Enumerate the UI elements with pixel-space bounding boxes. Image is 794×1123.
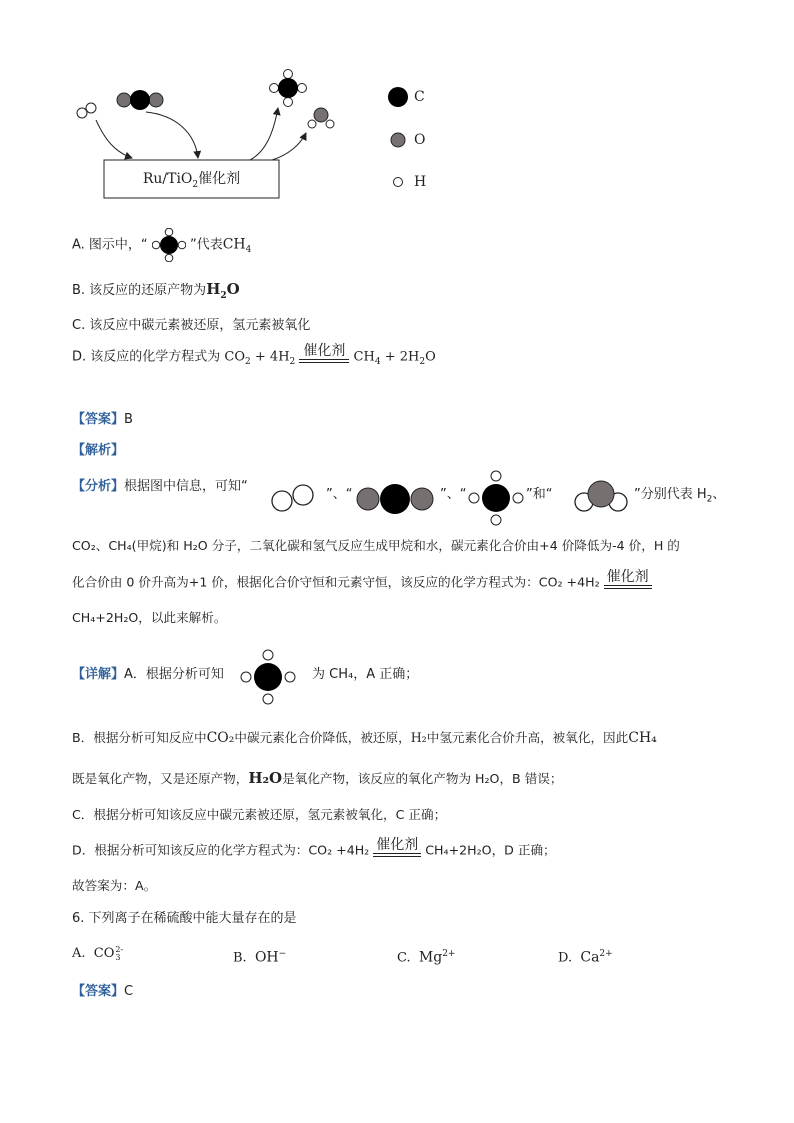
- legend-o-label: O: [414, 132, 426, 148]
- h2o-icon: [572, 478, 630, 516]
- answer-line: 【答案】B: [72, 412, 133, 427]
- analysis-line-4: CH₄+2H₂O，以此来解析。: [72, 610, 227, 625]
- analysis-line-2: CO₂、CH₄(甲烷)和 H₂O 分子，二氧化碳和氢气反应生成甲烷和水，碳元素化合价由+4 价降低为-4 价，H 的: [72, 538, 680, 553]
- quote-sep-2: ”、“: [440, 487, 467, 502]
- q6-option-a: A. CO 2- 3: [72, 944, 124, 962]
- detail-b-line-1: B．根据分析可知反应中CO₂中碳元素化合价降低，被还原，H₂中氢元素化合价升高，被氧化，因此CH₄: [72, 730, 657, 746]
- legend-c-label: C: [414, 89, 425, 105]
- detail-conclusion: 故答案为：A。: [72, 878, 157, 893]
- q6-answer: 【答案】C: [72, 984, 134, 999]
- option-d: D. 该反应的化学方程式为 $CO_2 + 4H_2$ 催化剂 $CH_4 + 2H_2O$: [72, 343, 436, 368]
- arrow-co2-in: [146, 112, 198, 158]
- analysis-line-1-end: ”分别代表 $H_2$、: [634, 487, 726, 505]
- legend-h-label: H: [414, 174, 427, 190]
- h2-molecule: [77, 103, 96, 118]
- option-c: C. 该反应中碳元素被还原，氢元素被氧化: [72, 318, 311, 333]
- q6-option-d: D. $Ca^{2+}$: [558, 949, 613, 966]
- catalyst-label: Ru/TiO$_2$催化剂: [142, 171, 241, 190]
- option-b: B. 该反应的还原产物为$H_2O$: [72, 280, 240, 301]
- detail-b-line-2: 既是氧化产物，又是还原产物，H₂O是氧化产物，该反应的氧化产物为 H₂O，B 错误；: [72, 769, 563, 787]
- arrow-h2-in: [96, 120, 132, 158]
- detail-a-end: 为 CH₄，A 正确；: [312, 667, 419, 682]
- ch4-icon: [468, 470, 524, 526]
- ch4-molecule: [270, 70, 307, 107]
- legend-c-circle: [388, 87, 408, 107]
- arrow-ch4-out: [250, 108, 278, 160]
- q6-option-b: B. OH−: [233, 949, 287, 966]
- ch4-icon-detail: [240, 649, 296, 705]
- detail-a: 【详解】A．根据分析可知: [72, 667, 224, 682]
- legend-o-circle: [391, 133, 405, 147]
- quote-sep-1: ”、“: [326, 487, 353, 502]
- q6-stem: 6. 下列离子在稀硫酸中能大量存在的是: [72, 911, 297, 926]
- analysis-line-1: 【分析】根据图中信息，可知“: [72, 479, 248, 494]
- h2o-molecule: [308, 108, 334, 128]
- option-a: A. 图示中，“ ”代表$CH_4$: [72, 228, 251, 262]
- quote-sep-3: ”和“: [526, 487, 553, 502]
- ch4-molecule-icon: [152, 228, 186, 262]
- detail-d: D．根据分析可知该反应的化学方程式为：CO₂ +4H₂ 催化剂 CH₄+2H₂O，D 正确；: [72, 837, 556, 858]
- h2-icon: [268, 483, 326, 515]
- co2-icon: [353, 482, 437, 516]
- analysis-line-3: 化合价由 0 价升高为+1 价，根据化合价守恒和元素守恒，该反应的化学方程式为：CO₂ +4H₂ 催化剂: [72, 573, 652, 593]
- arrow-h2o-out: [272, 133, 306, 160]
- q6-option-c: C. $Mg^{2+}$: [397, 949, 456, 966]
- analysis-label: 【解析】: [72, 443, 125, 458]
- detail-c: C．根据分析可知该反应中碳元素被还原，氢元素被氧化，C 正确；: [72, 807, 447, 822]
- co2-molecule: [117, 90, 163, 110]
- legend-h-circle: [394, 178, 403, 187]
